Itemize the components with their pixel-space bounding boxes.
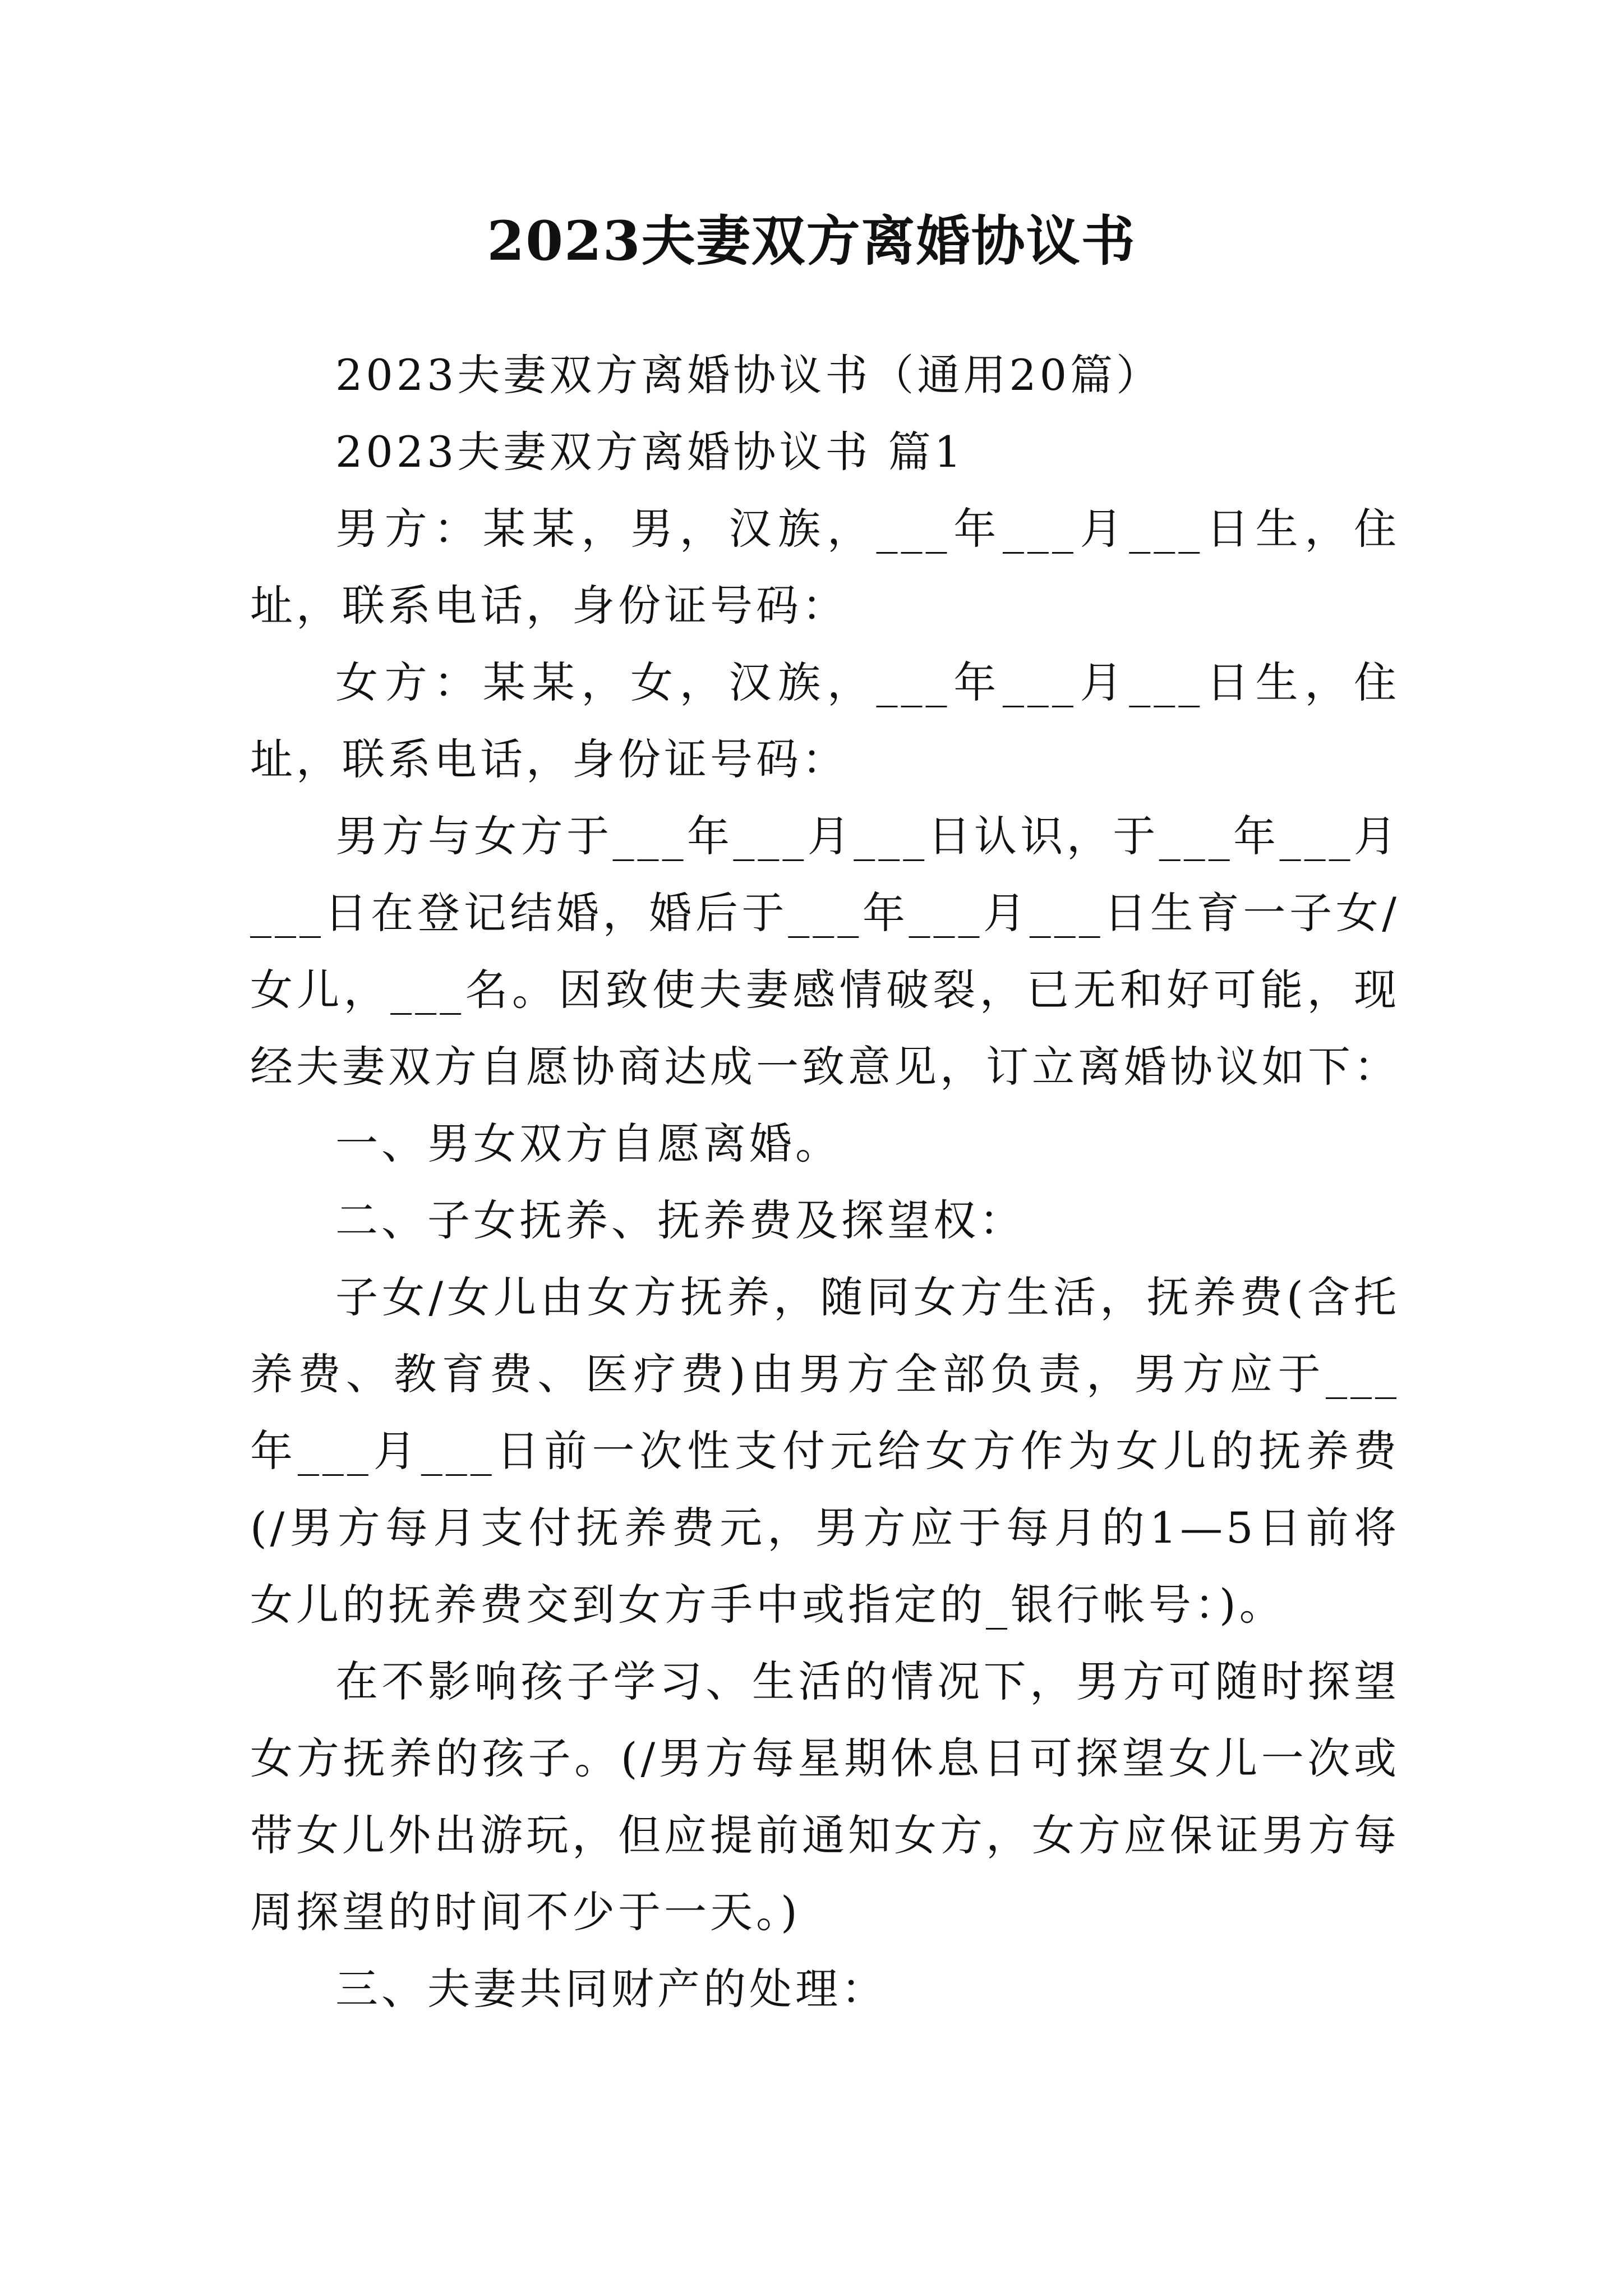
clause-one: 一、男女双方自愿离婚。 bbox=[335, 1119, 841, 1168]
female-party-paragraph: 女方：某某，女，汉族，___年___月___日生，住址，联系电话，身份证号码： bbox=[250, 657, 1400, 784]
document-title: 2023夫妻双方离婚协议书 bbox=[487, 209, 1136, 273]
clause-two-heading: 二、子女抚养、抚养费及探望权： bbox=[335, 1195, 1025, 1245]
male-party-paragraph: 男方：某某，男，汉族，___年___月___日生，住址，联系电话，身份证号码： bbox=[250, 504, 1400, 631]
background-paragraph: 男方与女方于___年___月___日认识，于___年___月___日在登记结婚，婚后于___年___月___日生育一子女/女儿，___名。因致使夫妻感情破裂，已无和好可能，现经夫妻双方自愿协商达成一致意见，订立离婚协议如下： bbox=[250, 811, 1400, 1092]
visitation-paragraph: 在不影响孩子学习、生活的情况下，男方可随时探望女方抚养的孩子。(/男方每星期休息日可探望女儿一次或带女儿外出游玩，但应提前通知女方，女方应保证男方每周探望的时间不少于一天。) bbox=[250, 1657, 1400, 1937]
clause-three-heading: 三、夫妻共同财产的处理： bbox=[335, 1964, 887, 2014]
section-heading: 2023夫妻双方离婚协议书 篇1 bbox=[335, 427, 965, 477]
child-support-paragraph: 子女/女儿由女方抚养，随同女方生活，抚养费(含托养费、教育费、医疗费)由男方全部负责，男方应于___年___月___日前一次性支付元给女方作为女儿的抚养费(/男方每月支付抚养费元，男方应于每月的1—5日前将女儿的抚养费交到女方手中或指定的_银行帐号：)。 bbox=[250, 1272, 1400, 1630]
document-body bbox=[250, 337, 1400, 2027]
subtitle-paragraph: 2023夫妻双方离婚协议书（通用20篇） bbox=[335, 350, 1163, 400]
